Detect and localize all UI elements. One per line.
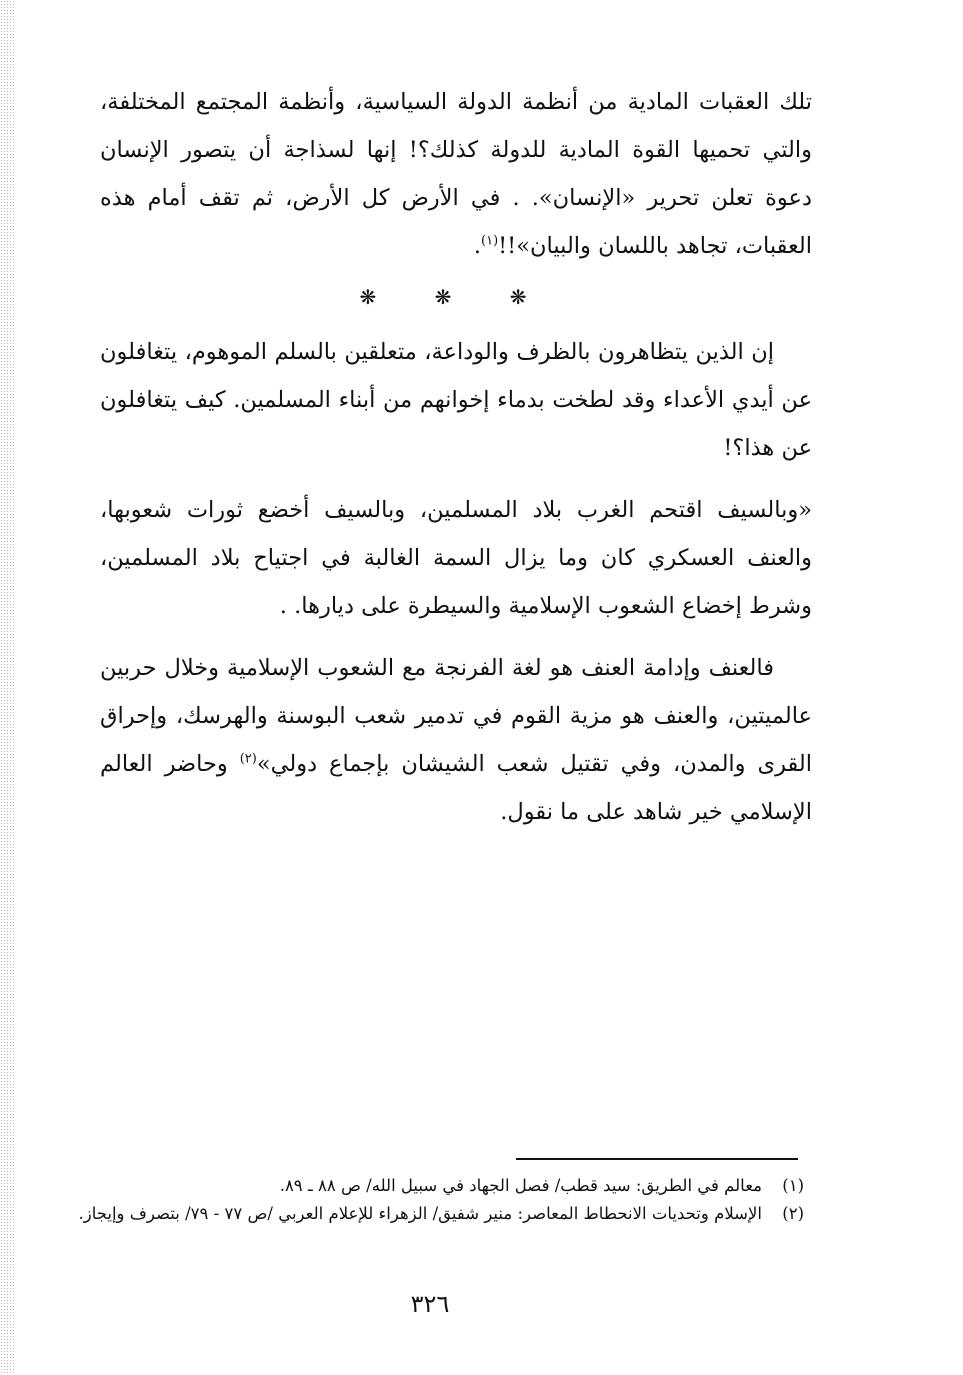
section-separator: ❋ ❋ ❋ <box>359 285 553 309</box>
paragraph-1 <box>100 78 812 270</box>
paragraph-4-text: فالعنف وإدامة العنف هو لغة الفرنجة مع الشعوب الإسلامية وخلال حربين عالميتين، والعنف هو مزية القوم في تدمير شعب البوسنة والهرسك، وإحراق القرى والمدن، وفي تقتيل شعب الشيشان بإجماع دولي» <box>100 655 812 777</box>
paragraph-2: إن الذين يتظاهرون بالظرف والوداعة، متعلقين بالسلم الموهوم، يتغافلون عن أيدي الأعداء وقد لطخت بدماء إخوانهم من أبناء المسلمين. كيف يتغافلون عن هذا؟! <box>100 339 812 461</box>
footnote-ref-2: (٢) <box>239 751 257 767</box>
footnote-number: (١) <box>782 1176 804 1195</box>
paragraph-1-end: . <box>473 233 481 259</box>
footnote-number: (٢) <box>782 1204 804 1223</box>
footnote-ref-1: (١) <box>481 233 499 249</box>
footnote-text: معالم في الطريق: سيد قطب/ فصل الجهاد في سبيل الله/ ص ٨٨ ـ ٨٩. <box>279 1176 762 1195</box>
footnotes <box>14 1172 804 1228</box>
page-body <box>100 78 812 836</box>
paragraph-4-end: وحاضر العالم الإسلامي خير شاهد على ما نقول. <box>100 751 812 825</box>
footnote-divider <box>516 1158 798 1160</box>
page-number: ٣٢٦ <box>410 1290 450 1318</box>
paragraph-1-text: تلك العقبات المادية من أنظمة الدولة السياسية، وأنظمة المجتمع المختلفة، والتي تحميها القوة المادية للدولة كذلك؟! إنها لسذاجة أن يتصور الإنسان دعوة تعلن تحرير «الإنسان». . في الأرض كل الأرض، ثم تقف أمام هذه العقبات، تجاهد باللسان والبيان»!! <box>100 89 812 259</box>
footnote-1 <box>14 1172 804 1200</box>
footnote-2 <box>14 1200 804 1228</box>
paragraph-3: «وبالسيف اقتحم الغرب بلاد المسلمين، وبالسيف أخضع ثورات شعوبها، والعنف العسكري كان وما يزال السمة الغالبة في اجتياح بلاد المسلمين، وشرط إخضاع الشعوب الإسلامية والسيطرة على ديارها. . <box>100 497 812 619</box>
scan-edge-noise <box>0 0 14 1375</box>
paragraph-4 <box>100 644 812 836</box>
footnote-text: الإسلام وتحديات الانحطاط المعاصر: منير شفيق/ الزهراء للإعلام العربي /ص ٧٧ - ٧٩/ بتصرف وإيجاز. <box>78 1204 762 1223</box>
